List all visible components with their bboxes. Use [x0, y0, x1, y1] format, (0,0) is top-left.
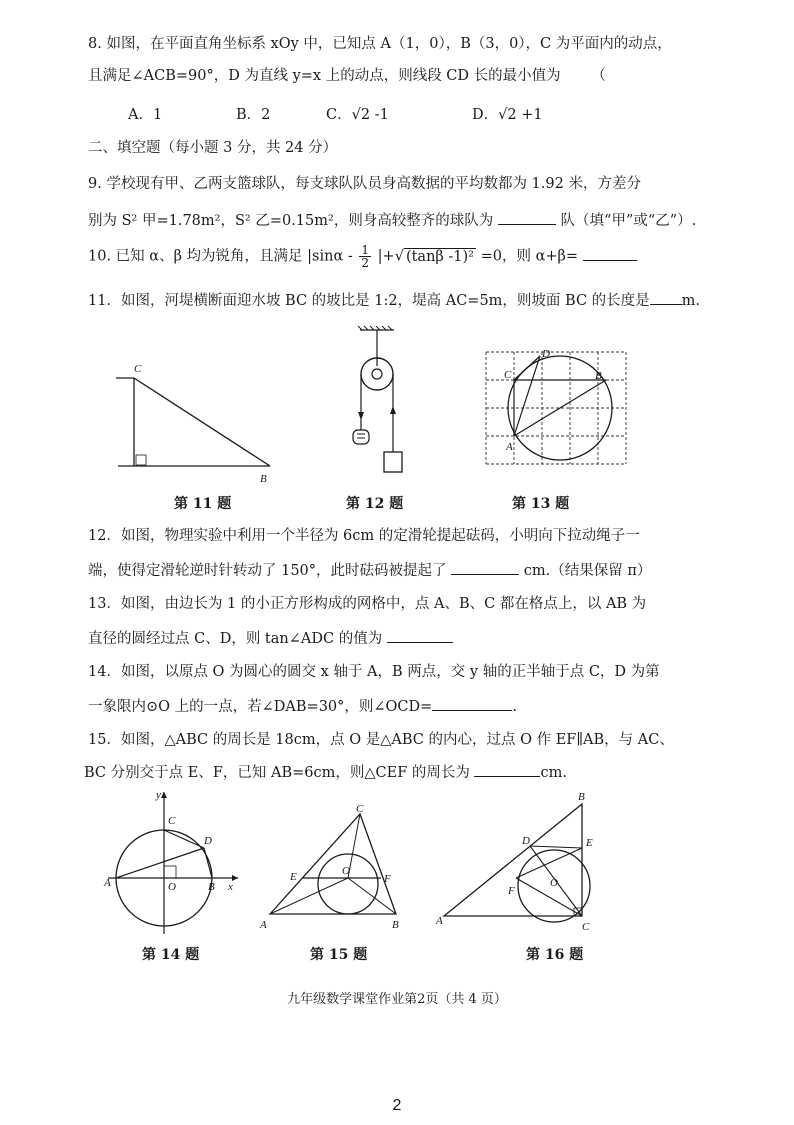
figure-12-caption: 第 12 题	[346, 496, 404, 512]
fig11-label-c: C	[134, 363, 142, 375]
option-label: B．	[236, 107, 262, 123]
answer-blank	[474, 762, 540, 777]
option-label: A．	[128, 107, 153, 123]
q12-line2-suffix: cm.（结果保留 π）	[523, 563, 652, 579]
q8-line1: 8. 如图，在平面直角坐标系 xOy 中，已知点 A（1，0），B（3，0），C 为平面内的动点，	[88, 36, 672, 52]
fig14-label-c: C	[168, 815, 176, 827]
figure-11-slope	[110, 358, 280, 488]
fig11-label-b: B	[260, 473, 267, 485]
figure-15-caption: 第 15 题	[310, 947, 368, 963]
q10-prefix: 10. 已知 α、β 均为锐角，且满足	[88, 248, 303, 265]
figure-16-caption: 第 16 题	[526, 947, 584, 963]
answer-blank	[432, 696, 512, 711]
figure-16-circle-triangle	[430, 790, 610, 940]
q11-text: 11．如图，河堤横断面迎水坡 BC 的坡比是 1:2，堤高 AC=5m，则坡面 BC 的长度是	[88, 293, 650, 309]
fig16-label-a: A	[436, 915, 443, 927]
option-label: C．	[326, 107, 352, 123]
q11-suffix: m.	[681, 293, 701, 309]
q10-line	[88, 244, 637, 269]
figure-14-caption: 第 14 题	[142, 947, 200, 963]
fig14-label-b: B	[208, 881, 215, 893]
fig16-label-d: D	[522, 835, 530, 847]
q15-line1: 15．如图，△ABC 的周长是 18cm，点 O 是△ABC 的内心，过点 O 作 EF∥AB，与 AC、	[88, 732, 674, 748]
fig13-label-a: A	[506, 441, 513, 453]
q12-line2-text: 端，使得定滑轮逆时针转动了 150°，此时砝码被提起了	[88, 563, 447, 579]
fig16-label-b: B	[578, 791, 585, 803]
q8-line2-text: 且满足∠ACB=90°，D 为直线 y=x 上的动点，则线段 CD 长的最小值为	[88, 68, 561, 84]
option-text: 1	[152, 107, 163, 123]
q13-line1: 13．如图，由边长为 1 的小正方形构成的网格中，点 A、B、C 都在格点上，以 AB 为	[88, 596, 647, 612]
one-half-fraction	[359, 244, 371, 269]
fig14-label-y: y	[156, 789, 161, 801]
fig14-label-a: A	[104, 877, 111, 889]
q8-option-a	[128, 103, 162, 124]
answer-blank	[451, 560, 519, 575]
fig16-label-o: O	[550, 877, 558, 889]
q13-line2	[88, 628, 453, 649]
figure-13-caption: 第 13 题	[512, 496, 570, 512]
q14-line2-suffix: .	[512, 699, 517, 715]
q9-line2-suffix: 队（填“甲”或“乙”）.	[560, 213, 697, 229]
fig14-label-x: x	[228, 881, 233, 893]
fig14-label-d: D	[204, 835, 212, 847]
q12-line1: 12．如图，物理实验中利用一个半径为 6cm 的定滑轮提起砝码，小明向下拉动绳子一	[88, 528, 640, 544]
q8-option-c	[326, 103, 389, 124]
q14-line2	[88, 696, 517, 717]
answer-blank	[650, 290, 682, 305]
option-label: D．	[472, 107, 499, 123]
fig13-label-b: B	[595, 370, 602, 382]
q15-line2	[84, 762, 567, 783]
fig14-label-o: O	[168, 881, 176, 893]
q9-line2-text: 别为 S² 甲=1.78m²，S² 乙=0.15m²，则身高较整齐的球队为	[88, 213, 494, 229]
q10-sqrt-body: (tanβ -1)²	[405, 248, 474, 265]
fig16-label-f: F	[508, 885, 515, 897]
figure-13-grid-circle	[482, 348, 632, 472]
figure-11-caption: 第 11 题	[174, 496, 232, 512]
q15-line2-text: BC 分别交于点 E、F，已知 AB=6cm，则△CEF 的周长为	[84, 765, 470, 781]
fig15-label-f: F	[384, 873, 391, 885]
fig15-label-b: B	[392, 919, 399, 931]
fig16-label-c: C	[582, 921, 590, 933]
q12-line2	[88, 560, 651, 581]
q8-option-b	[236, 103, 270, 124]
q14-line2-text: 一象限内⊙O 上的一点，若∠DAB=30°，则∠OCD=	[88, 699, 433, 715]
option-text: √2 +1	[498, 107, 543, 123]
fraction-numerator: 1	[361, 243, 370, 257]
page-footer: 九年级数学课堂作业第2页（共 4 页）	[287, 992, 507, 1007]
q8-line2	[88, 66, 606, 86]
figure-12-pulley	[346, 326, 416, 476]
q15-line2-suffix: cm.	[540, 765, 567, 781]
q14-line1: 14．如图，以原点 O 为圆心的圆交 x 轴于 A，B 两点，交 y 轴的正半轴于点 C，D 为第	[88, 664, 660, 680]
option-text: √2 -1	[351, 107, 389, 123]
section-heading: 二、填空题（每小题 3 分，共 24 分）	[88, 140, 338, 156]
sqrt-sign: √	[394, 248, 404, 265]
fig15-label-a: A	[260, 919, 267, 931]
figure-15-incircle	[256, 803, 416, 936]
fig15-label-c: C	[356, 803, 364, 815]
figure-14-circle-axes	[100, 788, 240, 938]
q8-paren: （	[591, 68, 606, 84]
q8-option-d	[472, 103, 543, 124]
q10-abs-close: |+	[377, 248, 395, 265]
fig16-label-e: E	[586, 837, 593, 849]
q13-line2-text: 直径的圆经过点 C、D，则 tan∠ADC 的值为	[88, 631, 383, 647]
q10-suffix: =0，则 α+β=	[480, 248, 579, 265]
fraction-denominator: 2	[361, 256, 370, 270]
fig15-label-e: E	[290, 871, 297, 883]
option-text: 2	[261, 107, 271, 123]
answer-blank	[387, 628, 453, 643]
q9-line1: 9. 学校现有甲、乙两支篮球队，每支球队队员身高数据的平均数都为 1.92 米，方差分	[88, 176, 641, 192]
q11-line	[88, 290, 700, 311]
page-number: 2	[392, 1097, 402, 1114]
answer-blank	[498, 210, 556, 225]
fig13-label-d: D	[542, 348, 550, 360]
q9-line2	[88, 210, 696, 231]
fig15-label-o: O	[342, 865, 350, 877]
fig13-label-c: C	[504, 369, 512, 381]
answer-blank	[583, 246, 637, 261]
q10-abs-open: |sinα -	[307, 248, 353, 265]
